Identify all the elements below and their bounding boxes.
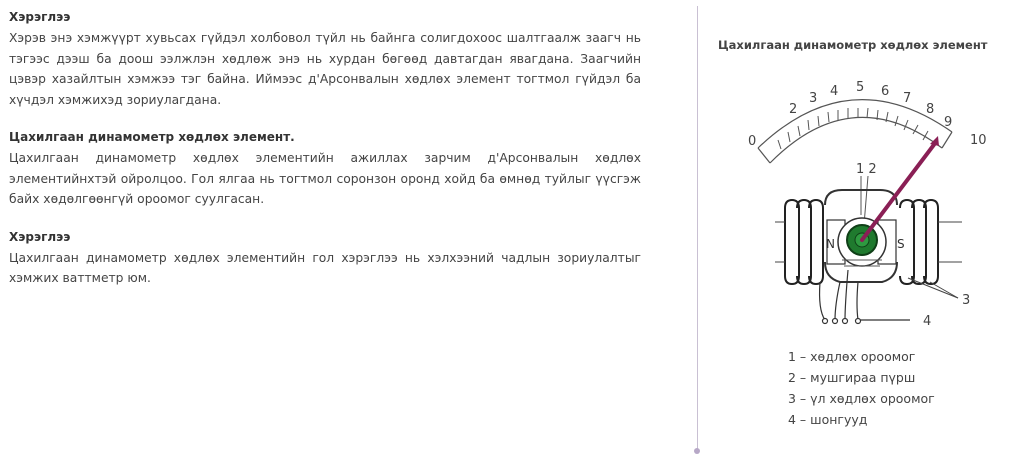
scale-label-7: 7 — [903, 91, 912, 106]
right-fixed-coil — [900, 200, 962, 284]
legend-item-1: 1 – хөдлөх ороомог — [788, 349, 916, 364]
scale-label-2: 2 — [789, 102, 798, 117]
pole-label-north: N — [826, 237, 835, 251]
section-text-usage-1: Хэрэв энэ хэмжүүрт хувьсах гүйдэл холбовол түйл нь байнга солигдохоос шалтгаалж заагч нь тэгээс дээш ба доош ээлжлэн хөдлөж энэ нь хурдан бөгөөд давтагдан явагдана. Заагчийн цэвэр хазайлтын хэмжээ тэг байна. Иймээс д'Арсонвалын хөдлөх элемент тогтмол гүйдэл ба хүчдэл хэмжихэд зориулагдана. — [9, 31, 641, 107]
dynamometer-diagram — [730, 70, 1000, 332]
figure-title: Цахилгаан динамометр хөдлөх элемент — [718, 38, 988, 52]
text-column — [9, 9, 641, 289]
scale-arc-inner — [770, 117, 942, 163]
column-divider — [697, 6, 698, 449]
scale-arc-outer — [758, 100, 952, 148]
scale-label-10: 10 — [970, 133, 987, 148]
pole-label-south: S — [897, 237, 905, 251]
label-4-terminals: 4 — [923, 314, 932, 329]
legend-item-3: 3 – үл хөдлөх ороомог — [788, 391, 935, 406]
scale-label-3: 3 — [809, 91, 818, 106]
figure-legend — [788, 346, 935, 430]
section-title-dynamometer: Цахилгаан динамометр хөдлөх элемент. — [9, 130, 295, 144]
section-title-usage-2: Хэрэглээ — [9, 229, 71, 244]
section-text-dynamometer: Цахилгаан динамометр хөдлөх элементийн ажиллах зарчим д'Арсонвалын хөдлөх элементийнхтэй ойролцоо. Гол ялгаа нь тогтмол соронзон оронд хойд ба өмнөд туйлыг үүсгэж байх хөдөлгөөнгүй ороомог суулгасан. — [9, 151, 641, 206]
terminals — [823, 319, 861, 324]
label-3-fixed-coil: 3 — [962, 293, 971, 308]
terminal-leads — [820, 270, 910, 320]
label-1-2: 1 2 — [856, 162, 877, 177]
scale-label-4: 4 — [830, 84, 839, 99]
scale-label-5: 5 — [856, 80, 865, 95]
scale-ticks — [778, 108, 928, 149]
divider-end-dot — [694, 448, 700, 454]
legend-item-2: 2 – мушгираа пүрш — [788, 370, 916, 385]
left-fixed-coil — [785, 200, 823, 284]
legend-item-4: 4 – шонгууд — [788, 412, 868, 427]
scale-label-0: 0 — [748, 134, 757, 149]
scale-label-8: 8 — [926, 102, 935, 117]
scale-label-6: 6 — [881, 84, 890, 99]
scale-label-9: 9 — [944, 115, 953, 130]
section-title-usage-1: Хэрэглээ — [9, 10, 71, 24]
section-text-usage-2: Цахилгаан динамометр хөдлөх элементийн гол хэрэглээ нь хэлхээний чадлын зориулалтыг хэмжих ваттметр юм. — [9, 250, 641, 285]
